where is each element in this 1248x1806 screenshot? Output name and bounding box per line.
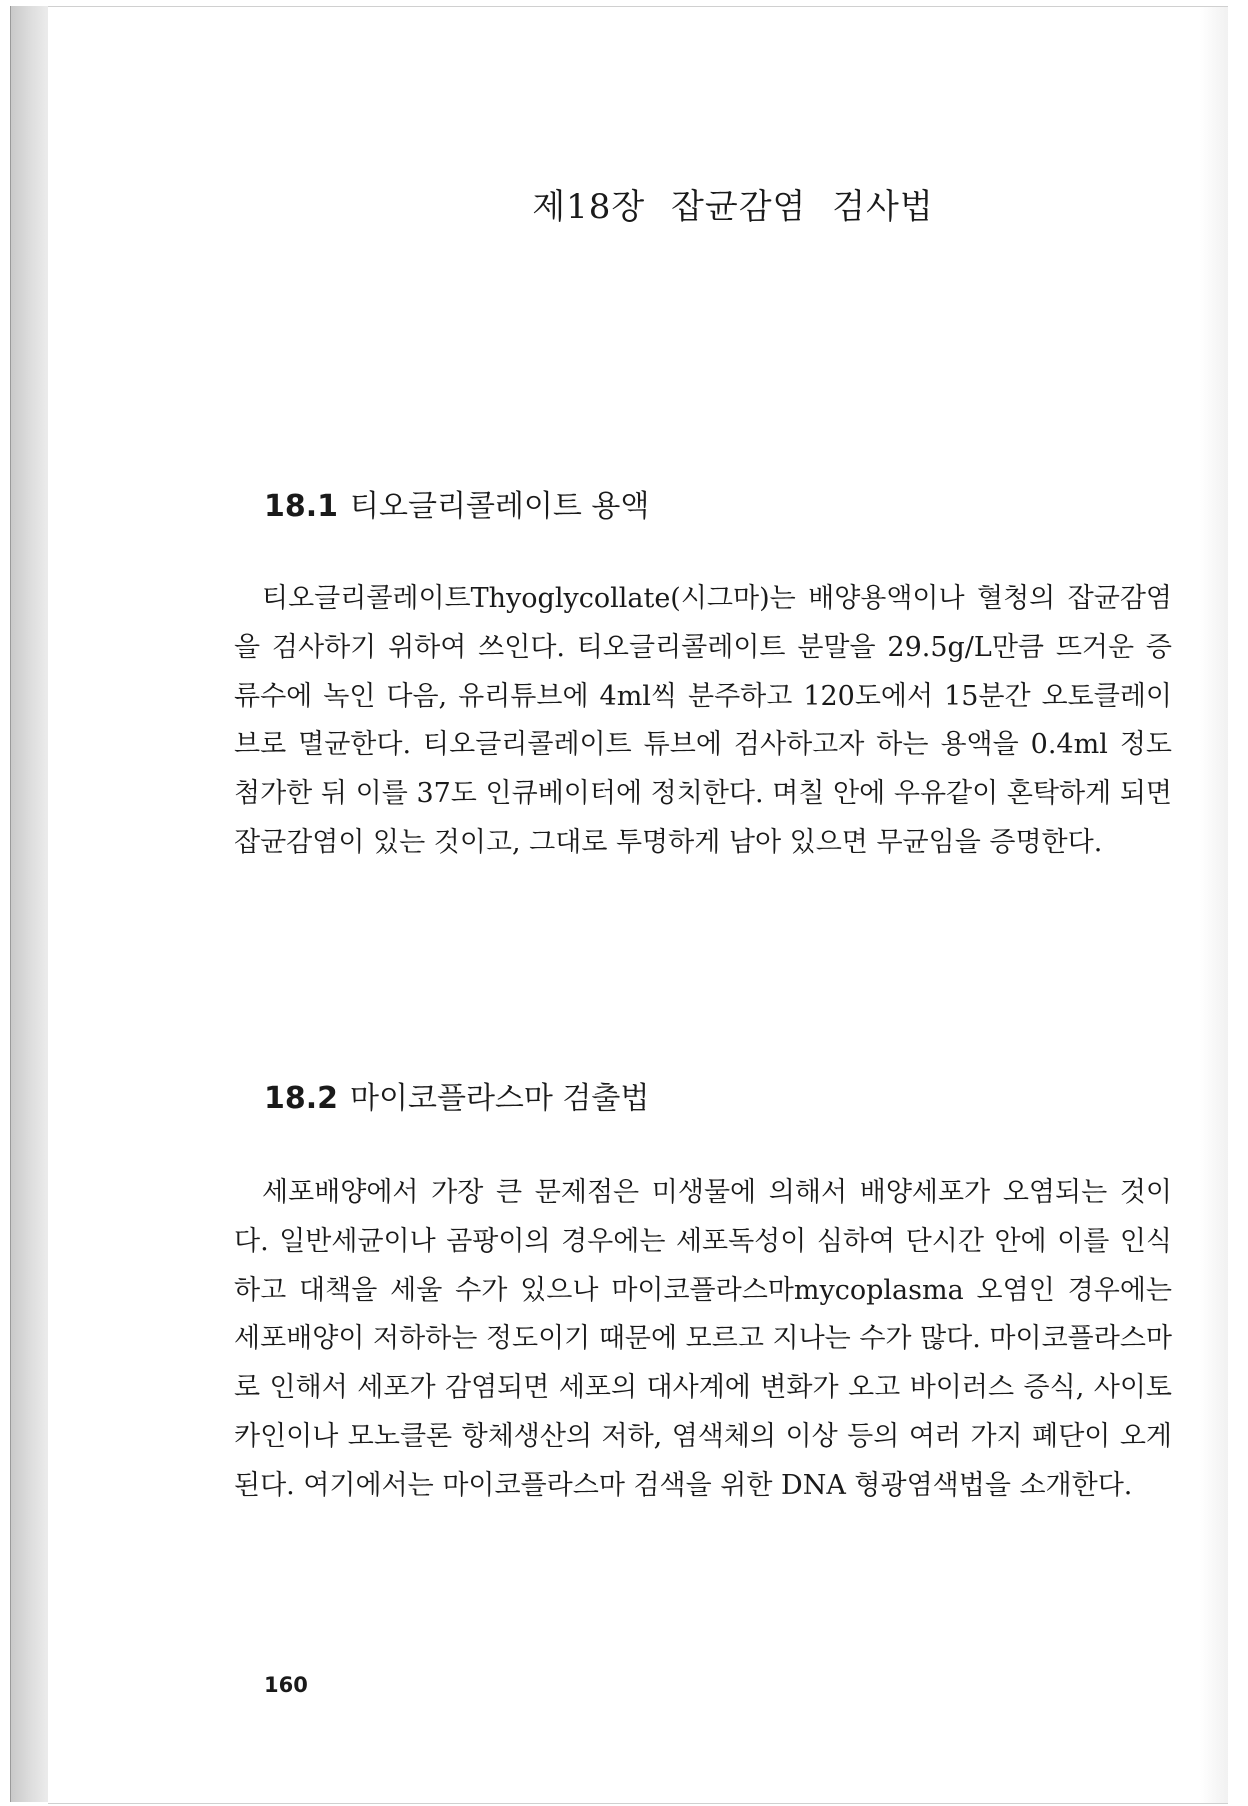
section-paragraph-18-1: 티오글리콜레이트Thyoglycollate(시그마)는 배양용액이나 혈청의 잡균감염을 검사하기 위하여 쓰인다. 티오글리콜레이트 분말을 29.5g/L만큼 뜨거운 증류수에 녹인 다음, 유리튜브에 4ml씩 분주하고 120도에서 15분간 오토클레이브로 멸균한다. 티오글리콜레이트 튜브에 검사하고자 하는 용액을 0.4ml 정도 첨가한 뒤 이를 37도 인큐베이터에 정치한다. 며칠 안에 우유같이 혼탁하게 되면 잡균감염이 있는 것이고, 그대로 투명하게 남아 있으면 무균임을 증명한다. — [234, 583, 1172, 858]
chapter-title: 제18장 잡균감염 검사법 — [532, 187, 934, 227]
section-title: 마이코플라스마 검출법 — [350, 1081, 650, 1116]
section-number: 18.2 — [264, 1081, 339, 1116]
page — [48, 6, 1228, 1804]
book-spine-edge — [10, 6, 51, 1802]
section-heading-18-2 — [264, 1073, 649, 1117]
page-number: 160 — [264, 1673, 308, 1697]
section-paragraph-18-2: 세포배양에서 가장 큰 문제점은 미생물에 의해서 배양세포가 오염되는 것이다. 일반세균이나 곰팡이의 경우에는 세포독성이 심하여 단시간 안에 이를 인식하고 대책을 세울 수가 있으나 마이코플라스마mycoplasma 오염인 경우에는 세포배양이 저하하는 정도이기 때문에 모르고 지나는 수가 많다. 마이코플라스마로 인해서 세포가 감염되면 세포의 대사계에 변화가 오고 바이러스 증식, 사이토카인이나 모노클론 항체생산의 저하, 염색체의 이상 등의 여러 가지 폐단이 오게 된다. 여기에서는 마이코플라스마 검색을 위한 DNA 형광염색법을 소개한다. — [234, 1177, 1172, 1501]
section-number: 18.1 — [264, 489, 339, 524]
section-heading-18-1 — [264, 481, 649, 525]
section-title: 티오글리콜레이트 용액 — [350, 489, 650, 524]
page-edge-shadow — [1200, 7, 1228, 1803]
